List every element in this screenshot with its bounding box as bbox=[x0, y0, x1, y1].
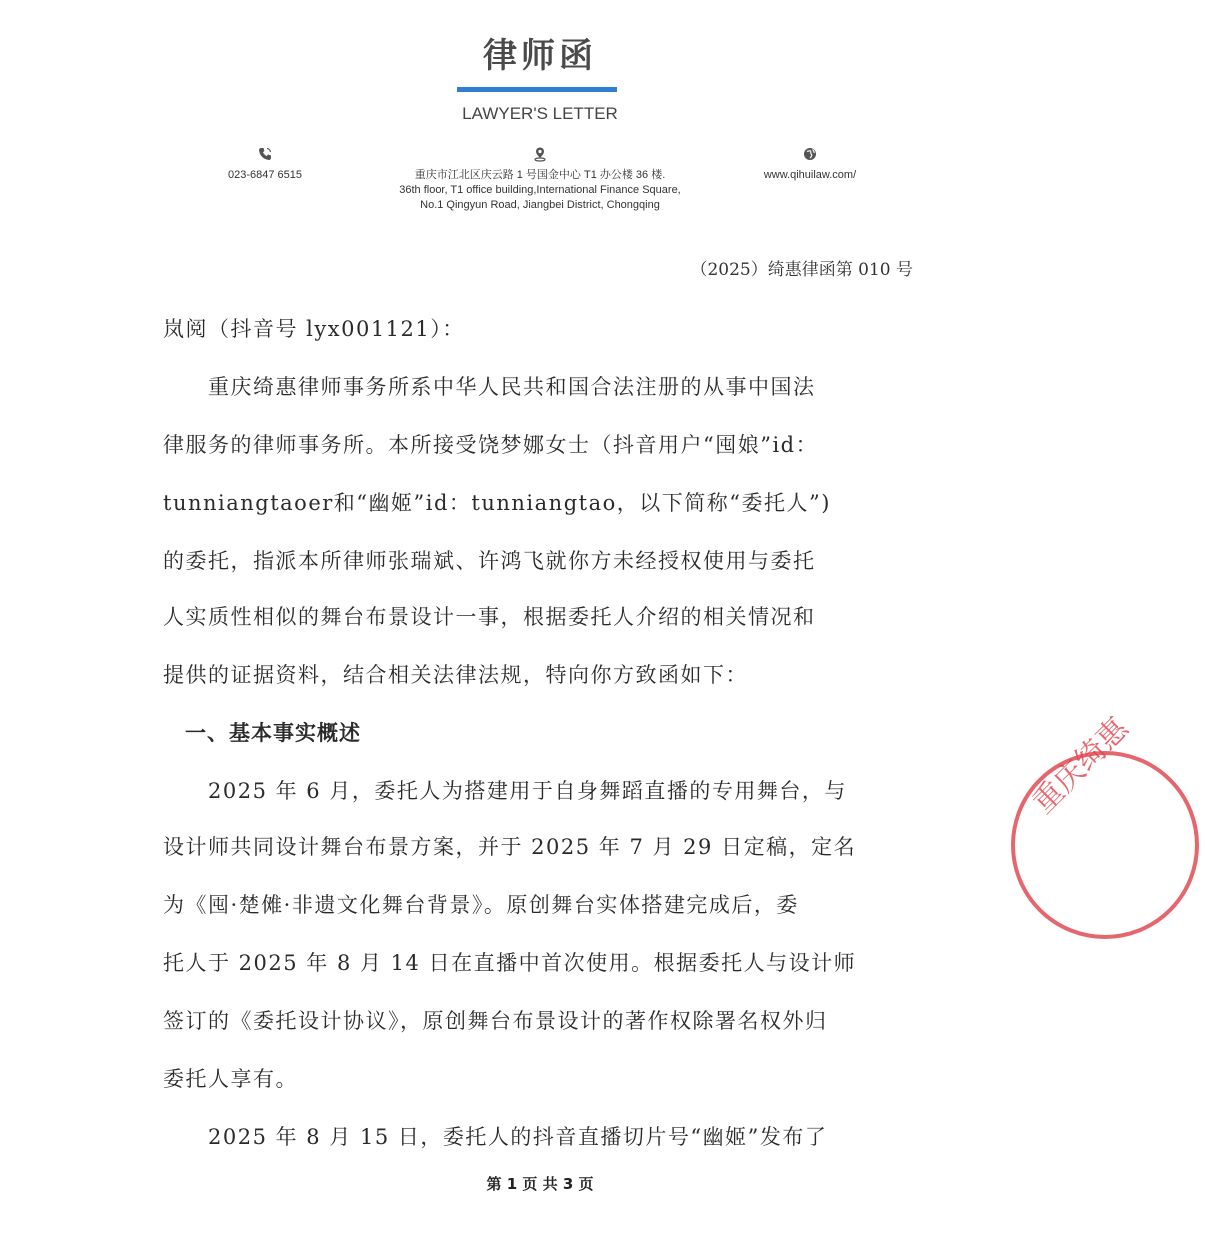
contact-phone bbox=[205, 146, 325, 183]
contact-address bbox=[360, 146, 720, 213]
letter-subtitle: LAWYER'S LETTER bbox=[462, 104, 618, 123]
phone-icon bbox=[257, 146, 273, 162]
address-chinese: 重庆市江北区庆云路 1 号国金中心 T1 办公楼 36 楼. bbox=[414, 169, 666, 181]
recipient-line: 岚阅（抖音号 lyx001121）： bbox=[163, 317, 465, 341]
address-english-line1: 36th floor, T1 office building,International Finance Square, bbox=[399, 184, 681, 196]
location-icon bbox=[532, 146, 548, 162]
address-english-line2: No.1 Qingyun Road, Jiangbei District, Chongqing bbox=[420, 199, 660, 211]
paragraph-2-line-5: 签订的《委托设计协议》，原创舞台布景设计的著作权除署名权外归 bbox=[163, 1009, 828, 1033]
svg-text:重庆绮惠: 重庆绮惠 bbox=[1025, 711, 1136, 821]
paragraph-1-line-6: 提供的证据资料，结合相关法律法规，特向你方致函如下： bbox=[163, 663, 748, 687]
paragraph-2-line-3: 为《囤·楚傩·非遗文化舞台背景》。原创舞台实体搭建完成后，委 bbox=[163, 893, 799, 917]
paragraph-2-line-6: 委托人享有。 bbox=[163, 1067, 298, 1091]
contact-website bbox=[740, 146, 880, 183]
section-heading-basic-facts: 一、基本事实概述 bbox=[163, 721, 361, 745]
page-indicator: 第 1 页 共 3 页 bbox=[486, 1175, 594, 1193]
paragraph-2-line-4: 托人于 2025 年 8 月 14 日在直播中首次使用。根据委托人与设计师 bbox=[163, 951, 857, 975]
website-url: www.qihuilaw.com/ bbox=[763, 169, 857, 181]
globe-icon bbox=[802, 146, 818, 162]
paragraph-3-line-1: 2025 年 8 月 15 日，委托人的抖音直播切片号“幽姬”发布了 bbox=[163, 1125, 828, 1149]
phone-number: 023-6847 6515 bbox=[227, 169, 302, 181]
reference-number: （2025）绮惠律函第 010 号 bbox=[690, 260, 913, 280]
letter-title: 律师函 bbox=[483, 36, 597, 76]
paragraph-1-line-1: 重庆绮惠律师事务所系中华人民共和国合法注册的从事中国法 bbox=[163, 375, 816, 399]
paragraph-2-line-2: 设计师共同设计舞台布景方案，并于 2025 年 7 月 29 日定稿，定名 bbox=[163, 835, 857, 859]
paragraph-1-line-2: 律服务的律师事务所。本所接受饶梦娜女士（抖音用户“囤娘”id： bbox=[163, 433, 819, 457]
paragraph-1-line-5: 人实质性相似的舞台布景设计一事，根据委托人介绍的相关情况和 bbox=[163, 605, 816, 629]
paragraph-1-line-3: tunniangtaoer和“幽姬”id：tunniangtao，以下简称“委托人”) bbox=[163, 491, 831, 515]
company-seal-stamp bbox=[1005, 711, 1205, 945]
paragraph-2-line-1: 2025 年 6 月，委托人为搭建用于自身舞蹈直播的专用舞台，与 bbox=[163, 779, 847, 803]
paragraph-1-line-4: 的委托，指派本所律师张瑞斌、许鸿飞就你方未经授权使用与委托 bbox=[163, 549, 816, 573]
title-underline-bar bbox=[457, 87, 617, 92]
